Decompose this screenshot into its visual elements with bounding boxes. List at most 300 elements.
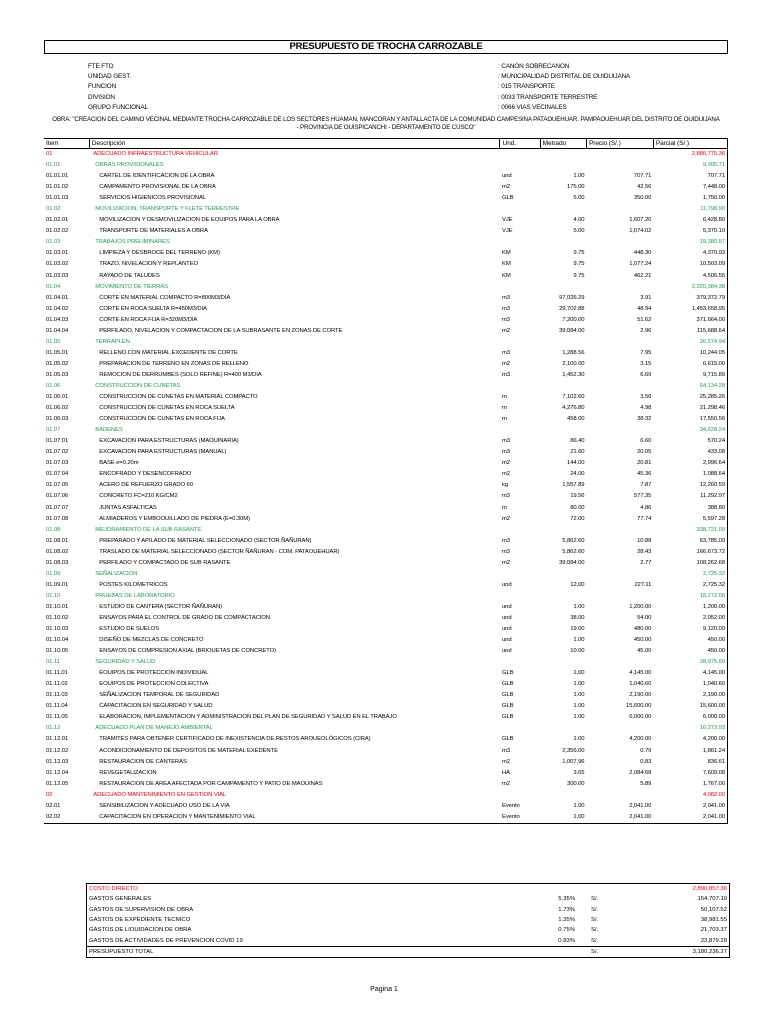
item-code: 01.07.03 <box>46 460 69 467</box>
budget-item-row <box>44 558 728 569</box>
item-parcial: 836.61 <box>653 757 727 768</box>
item-parcial: 4,200.00 <box>653 734 727 745</box>
summary-label: GASTOS DE LIOUIDACION DE OBRA <box>89 927 192 934</box>
item-description: RELLENO CON MATERIAL EXCEDENTE DE CORTE <box>99 349 238 356</box>
item-parcial: 7,448.00 <box>653 182 727 193</box>
item-unit: m <box>501 394 507 401</box>
item-description: ELABORACION, IMPLEMENTACION Y ADMINISTRACION DEL PLAN DE SEGURIDAD Y SALUD EN EL TRABAJO <box>99 714 397 721</box>
item-unit: Evento <box>500 812 540 824</box>
item-precio <box>586 723 653 734</box>
item-description: CAMPAMENTO PROVISIONAL DE LA OBRA <box>99 184 216 191</box>
item-precio: 45.00 <box>637 648 652 655</box>
item-unit: m3 <box>501 294 510 301</box>
item-parcial: 450.00 <box>653 646 727 657</box>
item-unit: m2 <box>501 515 510 522</box>
summary-row <box>87 905 729 915</box>
item-metrado: 86.40 <box>570 438 585 445</box>
page-number: Pagina 1 <box>370 986 398 993</box>
item-precio <box>586 425 653 436</box>
item-metrado: 1.00 <box>540 812 586 824</box>
item-description: BADENES <box>95 427 123 434</box>
item-parcial: 12,260.59 <box>653 480 727 491</box>
summary-value: 154,707.19 <box>697 896 727 903</box>
item-precio: 2,041.00 <box>629 802 652 809</box>
item-description: TRANSPORTE DE MATERIALES A OBRA <box>99 228 208 235</box>
item-code: 01.02.02 <box>46 228 69 235</box>
item-code: 01.08.02 <box>46 548 69 555</box>
item-parcial: 17,550.56 <box>653 414 727 425</box>
budget-item-row <box>44 458 728 469</box>
item-metrado: 19.56 <box>570 493 585 500</box>
item-metrado: 5,862.60 <box>562 548 585 555</box>
item-precio: 0.83 <box>640 758 652 765</box>
item-metrado: 5.00 <box>573 228 585 235</box>
budget-group-row <box>44 657 728 668</box>
item-unit: m3 <box>501 371 510 378</box>
item-unit <box>500 149 540 161</box>
item-precio: 20.81 <box>637 460 652 467</box>
item-precio: 28.43 <box>637 548 652 555</box>
meta-label: DIVISION <box>88 93 115 101</box>
item-unit: und <box>501 614 512 621</box>
item-unit: m3 <box>501 349 510 356</box>
item-code: 01.07.02 <box>46 449 69 456</box>
item-precio <box>586 381 653 392</box>
budget-item-row <box>44 779 728 790</box>
item-precio: 448.30 <box>633 250 652 257</box>
item-parcial: 108,262.68 <box>653 558 727 569</box>
header-unit: Und. <box>500 139 540 149</box>
item-code: 01.12 <box>46 725 61 732</box>
item-precio: 4,200.00 <box>629 736 652 743</box>
budget-item-row <box>44 348 728 359</box>
item-description: JUNTAS ASFALTICAS <box>99 504 157 511</box>
item-code: 01.05.01 <box>46 349 69 356</box>
item-precio: 48.94 <box>637 305 652 312</box>
item-code: 01.06.01 <box>46 394 69 401</box>
budget-item-row <box>44 746 728 757</box>
header-precio: Precio (S/.) <box>586 139 653 149</box>
item-description: PERFILADO Y COMPACTADO DE SUB RASANTE <box>99 559 231 566</box>
item-description: BASE e=0.20m <box>99 460 139 467</box>
item-description: ADECUADO PLAN DE MANEJO AMBIENTAL <box>95 725 213 732</box>
budget-item-row <box>44 701 728 712</box>
item-description: RAYADO DE TALUDES <box>99 272 160 279</box>
item-code: 01.10 <box>46 592 61 599</box>
item-description: EOUIPOS DE PROTECCION INDIVIDUAL <box>99 670 209 677</box>
budget-group-row <box>44 425 728 436</box>
item-code: 01.10.04 <box>46 637 69 644</box>
budget-item-row <box>44 215 728 226</box>
item-metrado: 1.00 <box>573 603 585 610</box>
item-code: 01.08.01 <box>46 537 69 544</box>
summary-percent <box>527 884 577 894</box>
item-metrado: 1.00 <box>573 703 585 710</box>
item-parcial: 2,190.00 <box>653 690 727 701</box>
item-parcial: 15,600.00 <box>653 701 727 712</box>
item-parcial: 21,298.46 <box>653 403 727 414</box>
item-parcial: 64,134.28 <box>653 381 727 392</box>
item-parcial: 25,285.26 <box>653 392 727 403</box>
item-unit <box>500 657 540 668</box>
item-metrado: 12.00 <box>570 581 585 588</box>
item-precio: 77.74 <box>637 515 652 522</box>
budget-item-row <box>44 801 728 812</box>
item-metrado: 1,452.30 <box>562 371 585 378</box>
item-precio: 450.00 <box>633 637 652 644</box>
budget-item-row <box>44 315 728 326</box>
item-description: ENSAYOS PARA EL CONTROL DE GRADO DE COMPACTACION <box>99 614 271 621</box>
budget-table <box>44 138 728 824</box>
item-parcial: 19,380.57 <box>653 237 727 248</box>
item-precio: 1,607.20 <box>629 217 652 224</box>
item-metrado: 24.00 <box>570 471 585 478</box>
item-description: RESTAURACION DE AREA AFECTADA POR CAMPAMENTO Y PATIO DE MAOUINAS <box>99 780 323 787</box>
budget-item-row <box>44 370 728 381</box>
budget-item-row <box>44 436 728 447</box>
meta-value: : 0033 TRANSPORTE TERRESTRE <box>498 93 598 101</box>
budget-item-row <box>44 304 728 315</box>
summary-currency: S/. <box>577 947 647 958</box>
item-unit: VJE <box>501 217 513 224</box>
item-code: 01.10.02 <box>46 614 69 621</box>
summary-value: 3,180,236.27 <box>647 947 729 958</box>
item-parcial: 34,628.24 <box>653 425 727 436</box>
item-code: 01.08 <box>46 526 61 533</box>
header-metrado: Metrado <box>540 139 586 149</box>
budget-item-row <box>44 646 728 657</box>
item-metrado: 144.00 <box>567 460 585 467</box>
item-description: TRAMITES PARA OBTENER CERTIFICADO DE INEXISTENCIA DE RESTOS AROUEOLÓGICOS (CIRA) <box>99 736 371 743</box>
item-code: 01.04 <box>46 283 61 290</box>
item-code: 02.01 <box>46 802 61 809</box>
item-metrado <box>540 723 586 734</box>
item-description: CONSTRUCCION DE CUNETAS EN ROCA SUELTA <box>99 405 235 412</box>
item-metrado: 175.00 <box>567 184 585 191</box>
item-code: 01.07.08 <box>46 515 69 522</box>
item-parcial: 4,370.93 <box>653 248 727 259</box>
budget-group-row <box>44 204 728 215</box>
budget-item-row <box>44 491 728 502</box>
item-precio: 6.69 <box>640 371 652 378</box>
item-unit <box>500 790 540 801</box>
item-unit: kg <box>501 482 509 489</box>
budget-item-row <box>44 359 728 370</box>
summary-table <box>87 884 729 957</box>
table-header-row <box>44 139 728 149</box>
item-parcial: 1,750.00 <box>653 193 727 204</box>
item-metrado: 29,702.88 <box>559 305 585 312</box>
item-precio <box>586 237 653 248</box>
item-precio: 7.95 <box>640 349 652 356</box>
item-precio: 3.56 <box>640 394 652 401</box>
budget-item-row <box>44 768 728 779</box>
budget-item-row <box>44 536 728 547</box>
item-parcial: 115,688.64 <box>653 326 727 337</box>
item-code: 01.06 <box>46 382 61 389</box>
item-parcial: 1,040.60 <box>653 679 727 690</box>
item-precio: 4,145.00 <box>629 670 652 677</box>
meta-value: : CANON SOBRECANON <box>498 63 570 70</box>
item-unit: und <box>501 173 512 180</box>
item-parcial: 5,597.28 <box>653 514 727 525</box>
item-parcial: 28,975.60 <box>653 657 727 668</box>
item-metrado <box>540 282 586 293</box>
item-metrado: 7,102.60 <box>562 394 585 401</box>
item-metrado: 19.00 <box>570 626 585 633</box>
item-parcial: 11,292.97 <box>653 491 727 502</box>
summary-percent <box>527 947 577 958</box>
item-description: CORTE EN ROCA SUELTA R=450M3/DIA <box>99 305 207 312</box>
item-precio: 707.71 <box>633 173 652 180</box>
item-unit: GLB <box>501 670 514 677</box>
item-code: 02.02 <box>44 812 89 824</box>
summary-row <box>87 915 729 925</box>
item-parcial: 2,041.00 <box>653 812 727 824</box>
item-parcial: 16,273.93 <box>653 723 727 734</box>
item-metrado: 1.00 <box>573 681 585 688</box>
budget-item-row <box>44 547 728 558</box>
item-description: SERVICIOS HIGIENICOS PROVISIONAL <box>99 195 206 202</box>
item-unit: KM <box>501 250 511 257</box>
item-parcial: 1,767.00 <box>653 779 727 790</box>
budget-item-row <box>44 171 728 182</box>
budget-item-row <box>44 403 728 414</box>
item-description: MOVILIZACION, TRANSPORTE Y FLETE TERRESTRE <box>95 206 240 213</box>
budget-group-row <box>44 237 728 248</box>
item-description: CAPACITACION EN OPERACION Y MANTENIMIENTO VIAL <box>89 812 500 824</box>
item-description: CORTE EN MATERIAL COMPACTO R=800M3/DIA <box>99 294 231 301</box>
item-description: ACERO DE REFUERZO GRADO 60 <box>99 482 193 489</box>
item-precio: 42.56 <box>637 184 652 191</box>
project-description: OBRA: "CREACION DEL CAMINO VECINAL MEDIANTE TROCHA CARROZABLE DE LOS SECTORES HUAMAN, MANCORAN Y ANTALLACTA DE LA COMUNIDAD CAMPESINA PATAOUEHUAR. PAMPAOUEHUAR DEL DISTRITO DE OUIDUIJANA - PROVINCIA DE OUISPICANCHI - DEPARTAMENTO DE CUSCO" <box>52 116 720 131</box>
item-metrado: 38.00 <box>570 614 585 621</box>
item-metrado: 9.75 <box>573 250 585 257</box>
item-unit <box>500 381 540 392</box>
item-parcial: 570.24 <box>653 436 727 447</box>
budget-group-row <box>44 790 728 801</box>
item-metrado: 5.00 <box>573 195 585 202</box>
item-code: 01.01 <box>46 162 61 169</box>
item-description: LIMPIEZA Y DESBROCE DEL TERRENO (KM) <box>99 250 220 257</box>
item-code: 01.11.03 <box>46 692 68 699</box>
budget-group-row <box>44 149 728 161</box>
item-unit <box>500 569 540 580</box>
item-parcial: 2,052.00 <box>653 613 727 624</box>
item-parcial: 450.00 <box>653 635 727 646</box>
item-description: OBRAS PROVISIONALES <box>95 162 164 169</box>
item-unit: und <box>501 637 512 644</box>
item-unit: m3 <box>501 493 510 500</box>
item-code: 01.12.02 <box>46 747 69 754</box>
item-parcial: 166,673.72 <box>653 547 727 558</box>
budget-group-row <box>44 160 728 171</box>
project-metadata <box>44 54 728 116</box>
budget-item-row <box>44 734 728 745</box>
item-description: REVEGETALIZACION <box>99 769 157 776</box>
item-unit: GLB <box>501 195 514 202</box>
item-metrado: 300.00 <box>567 780 585 787</box>
item-metrado <box>540 525 586 536</box>
item-description: PREPARACION DE TERRENO EN ZONAS DE RELLENO <box>99 360 249 367</box>
budget-group-row <box>44 591 728 602</box>
item-description: CARTEL DE IDENTIFICACION DE LA OBRA <box>99 173 215 180</box>
item-description: ENCOFRADO Y DESENCOFRADO <box>99 471 192 478</box>
summary-row <box>87 884 729 894</box>
item-parcial: 4,145.00 <box>653 668 727 679</box>
budget-item-row <box>44 480 728 491</box>
item-unit: Evento <box>501 802 520 809</box>
item-description: CONSTRUCCION DE CUNETAS EN ROCA FIJA <box>99 416 225 423</box>
budget-item-row <box>44 469 728 480</box>
item-parcial: 5,370.10 <box>653 226 727 237</box>
budget-item-row <box>44 248 728 259</box>
item-metrado <box>540 381 586 392</box>
item-unit: m2 <box>501 471 510 478</box>
item-description: ADECUADO INFRAESTRUCTURA VEHICULAR <box>93 151 218 157</box>
item-parcial: 9,120.00 <box>653 624 727 635</box>
item-metrado: 1.00 <box>573 692 585 699</box>
item-description: SEÑALIZACION <box>95 570 138 577</box>
item-precio: 2.96 <box>640 327 652 334</box>
item-parcial: 9,715.89 <box>653 370 727 381</box>
item-parcial: 6,428.80 <box>653 215 727 226</box>
item-metrado <box>540 790 586 801</box>
item-description: SENSIBILIZACION Y ADECUADO USO DE LA VIA <box>99 802 230 809</box>
item-precio: 0.79 <box>640 747 652 754</box>
summary-value: 50,107.52 <box>700 906 727 913</box>
item-unit <box>500 723 540 734</box>
item-precio: 577.35 <box>633 493 652 500</box>
item-metrado: 9.75 <box>573 272 585 279</box>
item-unit: m2 <box>501 758 510 765</box>
item-parcial: 6,615.00 <box>653 359 727 370</box>
item-metrado: 1.00 <box>573 736 585 743</box>
item-metrado: 2,100.00 <box>562 360 585 367</box>
budget-item-row <box>44 624 728 635</box>
item-metrado: 21.60 <box>570 449 585 456</box>
budget-item-row <box>44 812 728 824</box>
item-metrado: 2,356.00 <box>562 747 585 754</box>
item-description: EOUIPOS DE PROTECCION COLECTIVA <box>99 681 209 688</box>
item-precio: 227.11 <box>634 581 652 588</box>
item-code: 01.04.01 <box>46 294 69 301</box>
budget-item-row <box>44 602 728 613</box>
item-parcial: 63,785.09 <box>653 536 727 547</box>
summary-currency: S/. <box>591 896 599 903</box>
item-code: 01.04.02 <box>46 305 69 312</box>
item-unit: m2 <box>501 184 510 191</box>
item-parcial: 1,200.00 <box>653 602 727 613</box>
item-code: 01.03.03 <box>46 272 69 279</box>
item-parcial: 388.80 <box>653 503 727 514</box>
item-unit <box>500 337 540 348</box>
item-unit: m2 <box>501 559 510 566</box>
item-precio: 462.21 <box>633 272 652 279</box>
summary-percent: 1.35% <box>558 917 575 924</box>
item-code: 01.01.01 <box>46 173 69 180</box>
summary-value: 2,890,857.36 <box>692 886 727 892</box>
item-metrado: 1,557.89 <box>562 482 585 489</box>
item-precio: 15,600.00 <box>626 703 652 710</box>
item-code: 01.02.01 <box>46 217 69 224</box>
item-precio: 6,000.00 <box>629 714 652 721</box>
item-precio: 20.05 <box>637 449 652 456</box>
item-precio: 7.87 <box>640 482 652 489</box>
budget-group-row <box>44 525 728 536</box>
item-precio: 2,041.00 <box>586 812 653 824</box>
item-code: 02 <box>46 791 53 798</box>
item-code: 01.07.01 <box>46 438 69 445</box>
item-parcial: 371,664.00 <box>653 315 727 326</box>
item-precio: 51.62 <box>637 316 652 323</box>
item-code: 01.11 <box>46 659 60 666</box>
item-precio <box>586 591 653 602</box>
meta-label: FUNCION <box>88 83 117 91</box>
item-description: ESTUDIO DE SUELOS <box>99 626 160 633</box>
meta-label: GRUPO FUNCIONAL <box>88 103 148 111</box>
item-parcial: 2,725.32 <box>653 580 727 591</box>
item-metrado: 1.00 <box>573 173 585 180</box>
item-description: ACONDICIONAMIENTO DE DEPOSITOS DE MATERIAL EXEDENTE <box>99 747 278 754</box>
item-unit: m3 <box>501 449 510 456</box>
item-unit: und <box>501 648 512 655</box>
item-precio <box>586 149 653 161</box>
budget-item-row <box>44 635 728 646</box>
item-description: TRABAJOS PRELIMINARES <box>95 239 170 246</box>
budget-item-row <box>44 259 728 270</box>
summary-row <box>87 947 729 958</box>
summary-label: GASTOS GENERALES <box>89 896 152 903</box>
item-parcial: 2,725.32 <box>653 569 727 580</box>
item-unit <box>500 237 540 248</box>
item-parcial: 4,506.55 <box>653 271 727 282</box>
item-description: MOVILIZACION Y DESMOVILIZACION DE EOUIPOS PARA LA OBRA <box>99 217 280 224</box>
item-parcial: 338,721.09 <box>653 525 727 536</box>
item-code: 01.11.02 <box>46 681 68 688</box>
item-unit: m2 <box>501 360 510 367</box>
item-code: 01.10.03 <box>46 626 69 633</box>
item-unit: GLB <box>501 703 514 710</box>
item-unit: GLB <box>501 736 514 743</box>
item-unit: und <box>501 603 512 610</box>
item-unit: m3 <box>501 537 510 544</box>
item-parcial: 2,041.00 <box>653 801 727 812</box>
summary-currency <box>577 884 647 894</box>
summary-percent: 0.75% <box>558 927 575 934</box>
item-precio: 1,040.60 <box>629 681 652 688</box>
summary-row <box>87 925 729 935</box>
item-precio: 1,200.00 <box>629 603 652 610</box>
item-code: 01.09 <box>46 570 61 577</box>
item-metrado: 4.00 <box>573 217 585 224</box>
budget-item-row <box>44 690 728 701</box>
item-parcial: 10,244.05 <box>653 348 727 359</box>
item-unit: KM <box>501 261 511 268</box>
item-unit <box>500 282 540 293</box>
budget-item-row <box>44 193 728 204</box>
item-unit: m <box>501 405 507 412</box>
item-parcial: 4,082.00 <box>653 790 727 801</box>
item-description: TRASLADO DE MATERIAL SELECCIONADO (SECTOR ÑAÑURAN - COM. PATAOUEHUAR) <box>99 548 340 555</box>
item-precio: 6.60 <box>640 438 652 445</box>
item-parcial: 1,088.64 <box>653 469 727 480</box>
item-parcial: 2,996.64 <box>653 458 727 469</box>
item-code: 01.11.05 <box>46 714 68 721</box>
meta-label: FTE FTO <box>88 63 114 70</box>
item-metrado: 1.00 <box>573 637 585 644</box>
item-code: 01.12.05 <box>46 780 69 787</box>
